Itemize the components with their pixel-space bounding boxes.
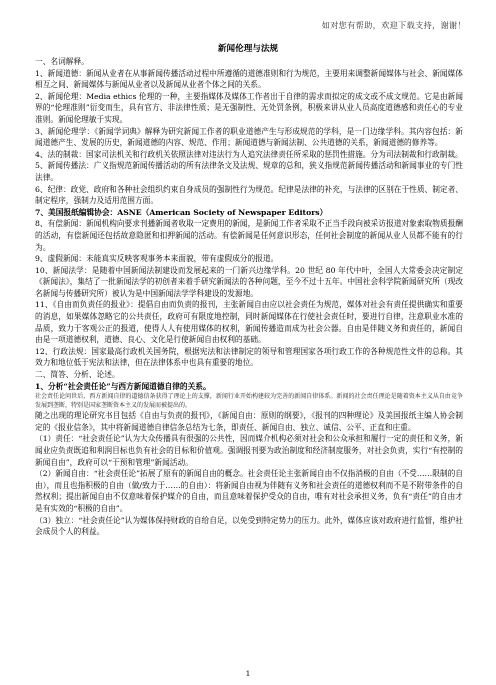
paragraph: 二、简答、分析、论述。 [35,370,120,380]
document-body [35,56,463,538]
paragraph: 5、新闻传播法：广义指规范新闻传播活动的所有法律条文及法规、规章的总和，狭义指规范新闻传播活动和新闻事业的专门性法律。 [35,161,463,182]
header-note: 如对您有帮助，欢迎下载支持，谢谢！ [321,20,466,30]
paragraph: 7、美国报纸编辑协会：ASNE（American Society of Newspaper Editors） [35,207,328,217]
document-title: 新闻伦理与法规 [217,44,279,54]
paragraph: （2）新闻自由：“社会责任论”拓展了原有的新闻自由的概念。社会责任论主张新闻自由不仅指消极的自由（不受……限制的自由），而且也指积极的自由（做/致力于……的自由）：将新闻自由视为伴随有义务和社会责任的道德权利而不是不附带条件的自然权利；提出新闻自由不仅意味着保护媒介的自由，而且意味着保护受众的自由，唯有对社会承担义务，负有“责任”的自由才是有实效的“积极的自由”。 [35,469,463,513]
paragraph: 1、新闻道德：新闻从业者在从事新闻传播活动过程中所遵循的道德准则和行为规范，主要用来调整新闻媒体与社会、新闻媒体相互之间、新闻媒体与新闻从业者以及新闻从业者个体之间的关系。 [35,68,463,90]
paragraph: 11、《自由而负责任的报业》：提倡自由而负责的报刊，主张新闻自由应以社会责任为规范，媒体对社会有责任提供确实和重要的消息，如果媒体忽略它的公共责任，政府可有限度地控制，同时新闻媒体在行使社会责任时，要进行自律，注意职业水准的品质，致力于客观公正的报道，使得人人有使用媒体的权利，新闻传播造而成为社会公器。自由是伴随义务和责任的，新闻自由是一项道德权利，道德、良心、文化是行使新闻自由权利的基础。 [35,300,463,345]
paragraph: （3）独立：“社会责任论”认为媒体保持财政的自给自足，以免受到特定势力的压力。此外，媒体应该对政府进行监督，维护社会成员个人的利益。 [35,515,463,537]
paragraph: 9、虚假新闻：未能真实反映客观事务本来面貌，带有虚假成分的报道。 [35,254,279,264]
paragraph: 4、法的制裁：国家司法机关和行政机关依照法律对违法行为人追究法律责任所采取的惩罚性措施。分为司法制裁和行政制裁。 [35,149,463,159]
page-number: 1 [245,669,251,678]
paragraph: 8、有偿新闻：新闻机构向要求刊播新闻者收取一定费用的新闻，是新闻工作者采取不正当手段向被采访报道对象索取物质报酬的活动，有偿新闻还包括故意隐匿和扣押新闻的活动。有偿新闻是任何意识形态，任何社会制度的新闻从业人员都不能有的行为。 [35,219,463,252]
paragraph: 1、分析“社会责任论”与西方新闻道德自律的关系。 [35,381,211,391]
paragraph: 3、新闻伦理学：《新闻学词典》解释为研究新闻工作者的职业道德产生与形成规范的学科，是一门边缘学科。其内容包括：新闻道德产生、发展的历史，新闻道德的内容、规范、作用；新闻道德与新闻法制、公共道德的关系，新闻道德的修养等。 [35,126,463,148]
paragraph: （1）责任：“社会责任论”认为大众传播具有很强的公共性，因而媒介机构必须对社会和公众承担和履行一定的责任和义务，新闻业应负责既追和利润目标也负有社会的目标和价值观。强调报刊要为政治制度和经济制度服务，对社会负责，实行“有控制的新闻自由”，政府可以“干预和管理”新闻活动。 [35,434,463,467]
paragraph: 2、新闻伦理：Media ethics 伦理的一种，主要指媒体及媒体工作者出于自律的需求而拟定的成文或不成文规范。它是由新闻界的“伦理准则”衍变而生，具有官方、非法律性质；是无强制性、无处罚条例，积极来讲从业人员高度道德感和责任心的专业准则。新闻伦理敏于实现。 [35,91,463,124]
paragraph: 12、行政法规：国家最高行政机关国务院，根据宪法和法律制定的领导和管理国家各项行政工作的各种规范性文件的总称。其效力和地位低于宪法和法律，但在法律体系中也具有重要的地位。 [35,346,463,368]
paragraph: 10、新闻法学：是随着中国新闻法制建设而发展起来的一门新兴边缘学科。20 世纪 80 年代中叶，全国人大常委会决定制定《新闻法》，集结了一批新闻法学的初创者来着手研究新闻法的各种问题，至今不过十五年。中国社会科学院新闻研究所（现改名新闻与传播研究所）被认为是中国新闻法学学科建设的发源地。 [35,265,463,298]
paragraph: 一、名词解释。 [35,57,89,66]
paragraph: 随之出现的理论研究书目包括《自由与负责的报刊》，《新闻自由：原则的纲要》，《报刊的四种理论》及美国报纸主编人协会制定的《报业信条》，其中将新闻道德自律信条总结为七条，即责任、新闻自由、独立、诚信、公平、正直和庄重。 [35,411,463,432]
paragraph: 社会责任论问世后，西方新闻自律的道德信条获得了理论上的支撑，新闻行业开始构建较为完善的新闻自律体系。新闻的社会责任理论是随着资本主义从自由竞争发展到垄断，特别是国家垄断资本主义的发展而被提出的。 [35,393,463,410]
paragraph: 6、纪律：政党、政府和各种社会组织约束自身成员的强制性行为规范。纪律是法律的补充，与法律的区别在于性质、制定者、制定程序，强制力及适用范围方面。 [35,184,463,206]
